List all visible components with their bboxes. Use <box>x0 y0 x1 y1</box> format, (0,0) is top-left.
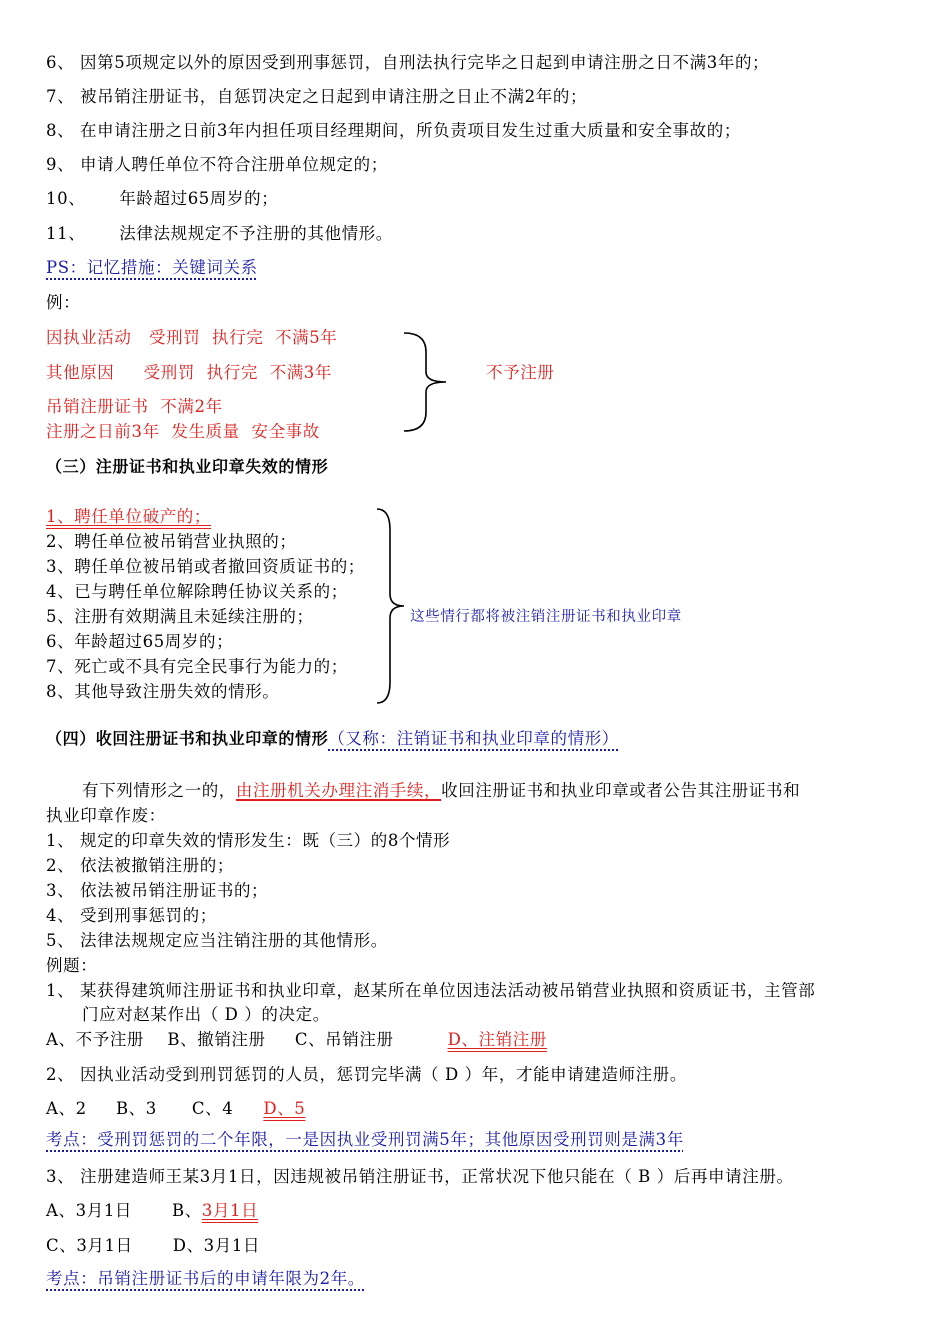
rule-item-10-text: 年龄超过65周岁的； <box>119 189 279 208</box>
rule-item-6: 6、 因第5项规定以外的原因受到刑事惩罚，自刑法执行完毕之日起到申请注册之日不满3年的； <box>46 53 770 72</box>
question-1-cont: 门应对赵某作出（ D ）的决定。 <box>82 1005 330 1024</box>
memo-row-2: 其他原因 受刑罚 执行完 不满3年 <box>46 363 333 382</box>
question-1-answer: D、注销注册 <box>447 1030 547 1049</box>
rule-item-9: 9、 申请人聘任单位不符合注册单位规定的； <box>46 155 388 174</box>
section-3-item-2: 2、聘任单位被吊销营业执照的； <box>46 532 297 551</box>
question-3-answer: 3月1日 <box>201 1201 259 1220</box>
question-3-options-cd: C、3月1日 D、3月1日 <box>46 1236 261 1255</box>
memo-row-3: 吊销注册证书 不满2年 <box>46 397 223 416</box>
rule-item-8: 8、 在申请注册之日前3年内担任项目经理期间，所负责项目发生过重大质量和安全事故的； <box>46 121 741 140</box>
memo-row-4: 注册之日前3年 发生质量 安全事故 <box>46 422 320 441</box>
rule-item-11-number: 11、 <box>46 224 86 243</box>
rule-item-7: 7、 被吊销注册证书，自惩罚决定之日起到申请注册之日止不满2年的； <box>46 87 588 106</box>
section-4-alias: （又称：注销证书和执业印章的情形） <box>328 729 619 748</box>
memo-row-1: 因执业活动 受刑罚 执行完 不满5年 <box>46 328 338 347</box>
key-point-1: 考点：受刑罚惩罚的二个年限，一是因执业受刑罚满5年；其他原因受刑罚则是满3年 <box>46 1130 684 1149</box>
rule-item-10 <box>46 188 278 210</box>
rule-item-11 <box>46 223 393 245</box>
section-4-heading-line <box>46 728 619 750</box>
section-3-item-8: 8、其他导致注册失效的情形。 <box>46 682 280 701</box>
section-3-item-5: 5、注册有效期满且未延续注册的； <box>46 607 314 626</box>
section-4-item-4: 4、 受到刑事惩罚的； <box>46 906 217 925</box>
memo-example-label: 例： <box>46 293 81 312</box>
rule-item-11-text: 法律法规规定不予注册的其他情形。 <box>119 224 393 243</box>
question-3: 3、 注册建造师王某3月1日，因违规被吊销注册证书，正常状况下他只能在（ B ）后再申请注册。 <box>46 1167 794 1186</box>
section-3-heading: （三）注册证书和执业印章失效的情形 <box>46 457 329 476</box>
memo-result: 不予注册 <box>486 363 555 382</box>
section-3-item-7: 7、死亡或不具有完全民事行为能力的； <box>46 657 348 676</box>
rule-item-10-number: 10、 <box>46 189 86 208</box>
question-1-options: A、不予注册 B、撤销注册 C、吊销注册 D、注销注册 <box>46 1030 547 1049</box>
question-2: 2、 因执业活动受到刑罚惩罚的人员，惩罚完毕满（ D ）年，才能申请建造师注册。 <box>46 1065 687 1084</box>
section-4-intro-cont: 执业印章作废： <box>46 806 166 825</box>
section-3-item-3: 3、聘任单位被吊销或者撤回资质证书的； <box>46 557 365 576</box>
section-3-item-6: 6、年龄超过65周岁的； <box>46 632 234 651</box>
key-point-2: 考点：吊销注册证书后的申请年限为2年。 <box>46 1269 365 1288</box>
question-2-options: A、2 B、3 C、4 D、5 <box>46 1099 306 1118</box>
right-brace-icon <box>400 330 452 434</box>
section-3-note: 这些情行都将被注销注册证书和执业印章 <box>410 609 682 625</box>
question-2-answer: D、5 <box>263 1099 306 1118</box>
memo-ps: PS：记忆措施：关键词关系 <box>46 258 258 277</box>
section-4-item-3: 3、 依法被吊销注册证书的； <box>46 881 269 900</box>
examples-label: 例题： <box>46 956 98 975</box>
section-4-heading: （四）收回注册证书和执业印章的情形 <box>46 729 329 748</box>
right-brace-icon <box>374 506 408 706</box>
question-1: 1、 某获得建筑师注册证书和执业印章，赵某所在单位因违法活动被吊销营业执照和资质证书，主管部 <box>46 981 816 1000</box>
question-3-options-ab: A、3月1日 B、3月1日 <box>46 1201 259 1220</box>
section-3-item-4: 4、已与聘任单位解除聘任协议关系的； <box>46 582 348 601</box>
section-4-intro: 有下列情形之一的，由注册机关办理注消手续，收回注册证书和执业印章或者公告其注册证书和 <box>82 781 801 800</box>
section-4-item-5: 5、 法律法规规定应当注销注册的其他情形。 <box>46 931 388 950</box>
section-3-item-1: 1、聘任单位破产的； <box>46 507 211 526</box>
section-4-item-2: 2、 依法被撤销注册的； <box>46 856 234 875</box>
section-4-item-1: 1、 规定的印章失效的情形发生：既（三）的8个情形 <box>46 831 451 850</box>
section-4-intro-highlight: 由注册机关办理注消手续， <box>235 781 442 800</box>
